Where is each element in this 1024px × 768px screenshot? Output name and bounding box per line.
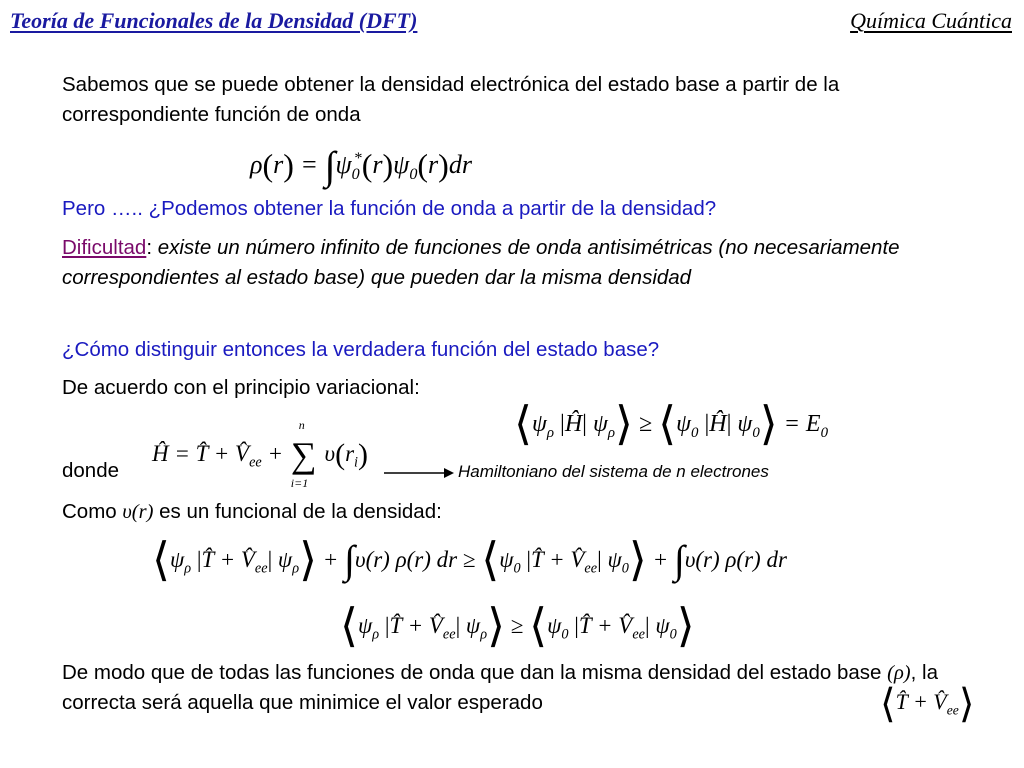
arrow-icon	[382, 466, 456, 480]
expected-value-expression: ⟨T̂ + $V̂_{ee}⟩$	[880, 681, 975, 726]
hamiltonian-note: Hamiltoniano del sistema de n electrones	[458, 462, 769, 481]
hamiltonian-equation: Ĥ = T̂ + $V̂_{ee}$ + n ∑ i=1 $\upsilon(r_i)$	[152, 418, 368, 490]
difficulty-text: existe un número infinito de funciones de onda antisimétricas (no necesariamente correspondientes al estado base) que pueden dar la misma densidad	[62, 236, 900, 289]
question-wavefunction: Pero ….. ¿Podemos obtener la función de onda a partir de la densidad?	[62, 197, 717, 220]
slide-title: Teoría de Funcionales de la Densidad (DFT)	[10, 8, 418, 33]
difficulty-link[interactable]: Dificultad	[62, 236, 147, 259]
donde-label: donde	[62, 459, 120, 482]
functional-text	[62, 497, 982, 527]
rho-symbol: (ρ)	[887, 662, 911, 684]
course-name: Química Cuántica	[850, 8, 1012, 33]
density-equation: $\rho(r) = \int\psi_0^*(r)\psi_0(r)dr$	[250, 143, 472, 188]
intro-text: Sabemos que se puede obtener la densidad electrónica del estado base a partir de la correspondiente función de onda	[62, 73, 840, 126]
como-suffix: es un funcional de la densidad:	[153, 500, 442, 523]
como-prefix: Como	[62, 500, 123, 523]
variational-text: De acuerdo con el principio variacional:	[62, 376, 420, 399]
kinetic-interaction-inequality: $⟨\psi_\rho$ |T̂ + $V̂_{ee}|$ $\psi_\rho⟩$ ≥ $⟨\psi_0$ |T̂ + $V̂_{ee}|$ $\psi_0⟩$	[340, 600, 695, 651]
conclusion-part1: De modo que de todas las funciones de onda que dan la misma densidad del estado base	[62, 661, 888, 684]
variational-equation: $⟨\psi_\rho$ |Ĥ| $\psi_\rho⟩$ ≥ $⟨\psi_0$ |Ĥ| $\psi_0⟩ = E_0$	[514, 398, 828, 449]
question-ground-state: ¿Cómo distinguir entonces la verdadera función del estado base?	[62, 338, 660, 361]
difficulty-paragraph	[62, 233, 982, 293]
functional-inequality: $⟨\psi_\rho$ |T̂ + $V̂_{ee}|$ $\psi_\rho⟩ + \int\upsilon(r)$ ρ(r) dr ≥ $⟨\psi_0$ |T̂ + $V̂_{ee}|$ $\psi_0⟩ + \int\upsilon(r)$ ρ(r) dr	[152, 534, 787, 585]
conclusion-part2: , la correcta será aquella que minimice el valor esperado	[62, 661, 938, 714]
conclusion-text	[62, 658, 942, 718]
difficulty-colon: :	[146, 236, 153, 259]
upsilon-symbol: υ(r)	[122, 501, 154, 523]
